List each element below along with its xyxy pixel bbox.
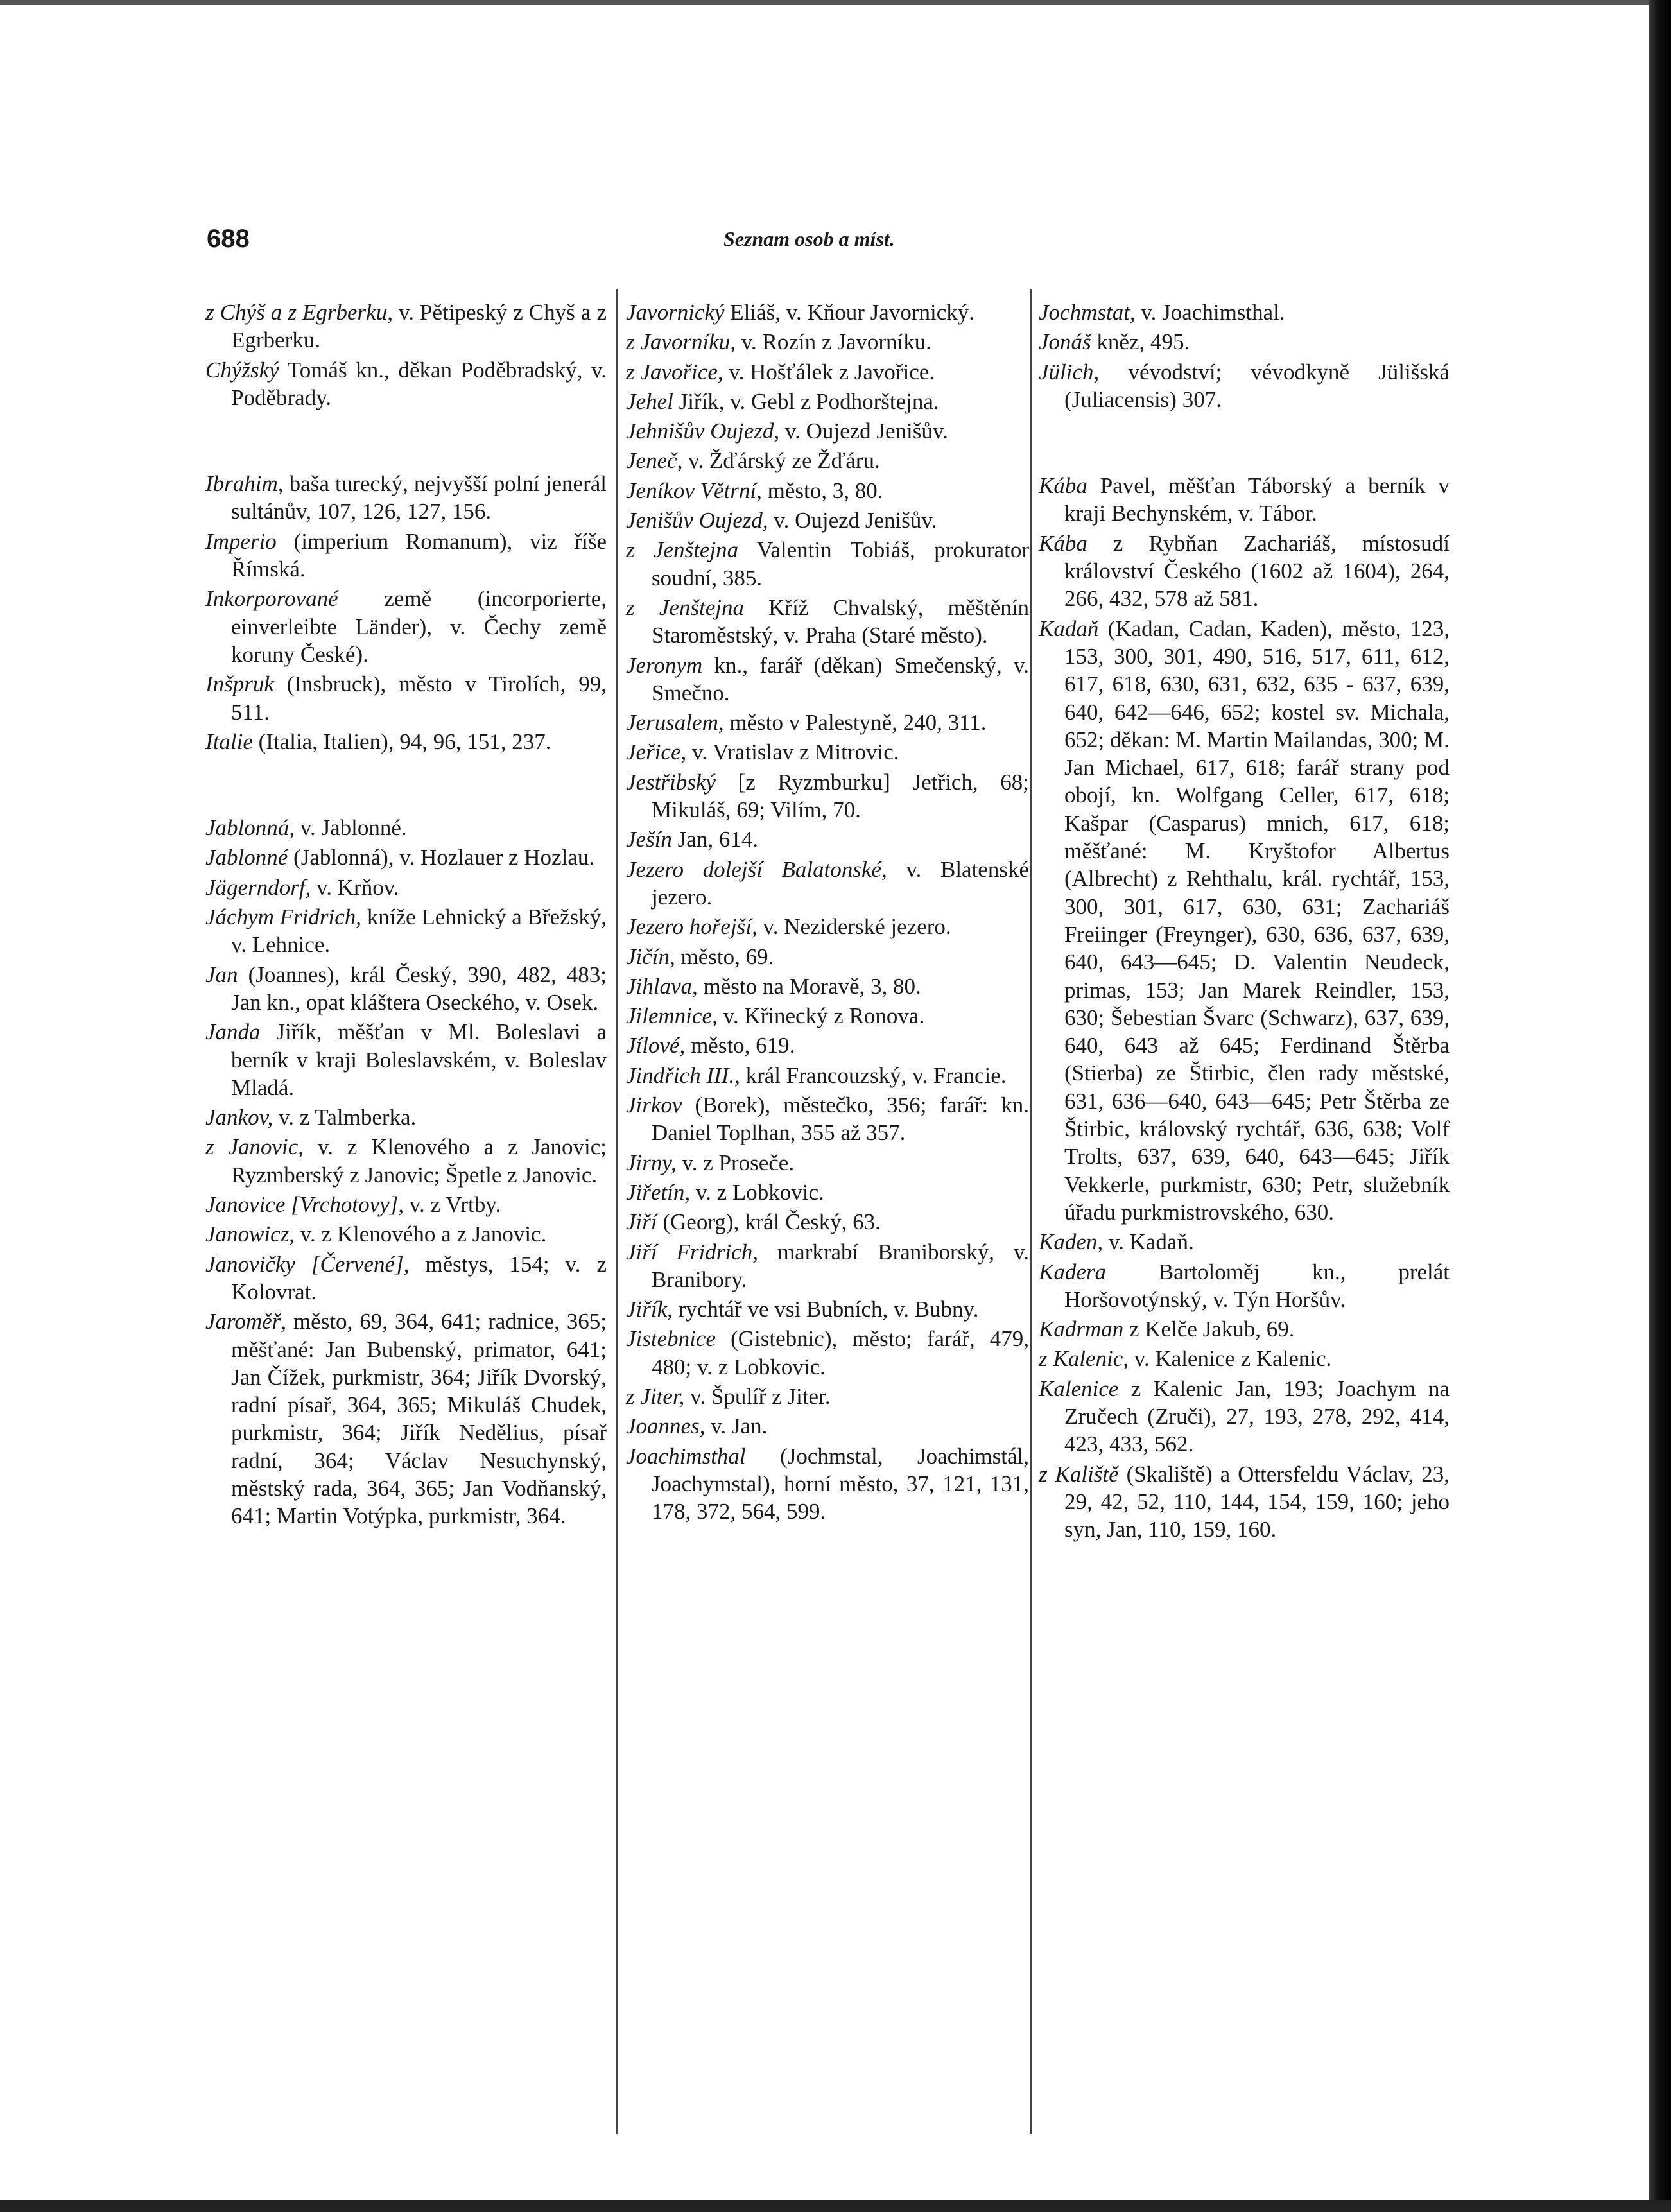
entry-term: Jonáš [1039,329,1091,355]
entry-text: v. Hošťálek z Javořice. [723,359,935,385]
index-entry [1039,615,1450,1227]
entry-term: Janovice [Vrchotovy], [205,1192,404,1218]
index-entry [626,768,1029,824]
entry-term: Jochmstat, [1039,300,1136,325]
index-entry [626,417,1029,445]
entry-text: v. Kalenice z Kalenic. [1128,1346,1332,1372]
entry-text: Pavel, měšťan Táborský a berník v kraji Bechynském, v. Tábor. [1064,473,1450,526]
entry-term: Jankov, [205,1105,273,1130]
index-entry [205,874,607,901]
page-header [207,225,1491,263]
index-entry [205,356,607,412]
entry-term: z Chýš a z Egrberku, [205,300,393,325]
entry-term: Jiřík, [626,1297,673,1322]
entry-term: Jehel [626,388,673,414]
index-entry [626,358,1029,386]
index-entry [205,728,607,756]
index-entry [626,1062,1029,1089]
index-entry [626,594,1029,650]
entry-term: Jülich, [1039,359,1100,385]
entry-text: Kříž Chvalský, měštěnín Staroměstský, v. Praha (Staré město). [652,594,1029,648]
running-title: Seznam osob a míst. [723,227,895,250]
entry-text: v. Pětipeský z Chyš a z Egrberku. [231,300,607,353]
entry-term: Kába [1039,473,1087,499]
entry-text: v. z Lobkovic. [690,1179,824,1205]
entry-term: Jehnišův Oujezd, [626,419,780,444]
entry-text: Jan, 614. [671,827,759,852]
entry-text: Tomáš kn., děkan Poděbradský, v. Poděbrady. [231,357,607,410]
index-entry [626,652,1029,707]
entry-text: město, 69, 364, 641; radnice, 365; měšťané: Jan Bubenský, primator, 641; Jan Čížek, purkmistr, 364; Jiřík Dvorský, radní písař, 364, 365; Mikuláš Chudek, purkmistr, 364; Jiřík Nedělius, písař radní, 364; Václav Nesuchynský, městský rada, 364, 365; Jan Vodňanský, 641; Martin Votýpka, purkmistr, 364. [231,1309,607,1529]
entry-term: z Javorníku, [626,329,736,355]
index-entry [1039,530,1450,613]
entry-text: v. Kadaň. [1103,1229,1194,1255]
index-entry [1039,328,1450,356]
entry-text: v. Krňov. [311,874,399,900]
entry-term: Inšpruk [205,671,274,697]
entry-term: Jezero hořejší, [626,914,758,940]
entry-text: král Francouzský, v. Francie. [740,1062,1007,1088]
entry-term: z Jenštejna [626,537,739,563]
index-entry [626,1091,1029,1147]
index-entry [1039,1228,1450,1256]
index-entry [205,814,607,842]
entry-term: Kalenice [1039,1376,1119,1401]
entry-term: Janda [205,1019,261,1045]
scan-edge-top [0,0,1671,5]
index-entry [205,298,607,354]
entry-text: z Rybňan Zachariáš, místosudí království Českého (1602 až 1604), 264, 266, 432, 578 až 581. [1064,530,1450,612]
index-entry [626,1208,1029,1236]
entry-text: (Kadan, Cadan, Kaden), město, 123, 153, 300, 301, 490, 516, 517, 611, 612, 617, 618, 630, 631, 632, 635 - 637, 639, 640, 642—646, 652; kostel sv. Michala, 652; děkan: M. Martin Mailandas, 300; M. Jan Michael, 617, 618; farář strany pod obojí, kn. Wolfgang Celler, 617, 618; Kašpar (Casparus) mnich, 617, 618; měšťané: M. Kryštofor Albertus (Albrecht) z Rehthalu, král. rychtář, 153, 300, 301, 617, 630, 631; Zachariáš Freiinger (Freynger), 630, 636, 637, 639, 640, 643—645; D. Valentin Neudeck, primas, 153; Jan Marek Reindler, 153, 630; Šebestian Švarc (Schwarz), 637, 639, 640, 643 až 645; Ferdinand Štěrba (Stierba) ze Štirbic, člen rady městské, 631, 636—640, 643—645; Petr Štěrba ze Štirbic, královský rychtář, 636, 638; Volf Trolts, 637, 639, 640, 643—645; Jiřík Vekkerle, purkmistr, 630; Petr, služebník úřadu purkmistrovského, 630. [1064,616,1450,1225]
index-entry [626,1412,1029,1440]
entry-term: Imperio [205,528,277,554]
index-entry [1039,298,1450,326]
entry-term: Jindřich III., [626,1062,740,1088]
index-entry [205,585,607,668]
index-entry [205,843,607,871]
entry-term: Jiřetín, [626,1179,691,1205]
entry-text: Valentin Tobiáš, prokurator soudní, 385. [652,537,1029,591]
entry-term: Italie [205,729,253,754]
index-entry [626,1149,1029,1177]
entry-term: z Kaliště [1039,1461,1119,1487]
scan-edge-bottom [0,2200,1671,2212]
entry-term: Jan [205,962,238,987]
index-entry [626,1032,1029,1059]
index-entry [626,328,1029,356]
entry-text: (Insbruck), město v Tirolích, 99, 511. [231,671,607,725]
entry-term: Ješín [626,827,672,852]
entry-text: v. Oujezd Jenišův. [768,508,937,533]
index-entry [1039,1315,1450,1343]
entry-term: z Javořice, [626,359,723,385]
index-entry [626,1295,1029,1323]
entry-text: v. Jablonné. [295,815,407,841]
entry-term: Kadrman [1039,1317,1124,1342]
entry-text: kníže Lehnický a Břežský, v. Lehnice. [231,904,607,958]
entry-term: Joachimsthal [626,1443,746,1469]
entry-term: z Janovic, [205,1134,304,1160]
entry-text: (Italia, Italien), 94, 96, 151, 237. [252,729,551,754]
index-entry [626,477,1029,505]
entry-term: Joannes, [626,1413,706,1439]
section-gap [1039,415,1450,472]
entry-term: Ibrahim, [205,471,284,497]
entry-text: Jiřík, měšťan v Ml. Boleslavi a berník v kraji Boleslavském, v. Boleslav Mladá. [231,1019,607,1100]
entry-text: (Georg), král Český, 63. [657,1209,881,1235]
index-entry [626,1238,1029,1294]
entry-term: Jeníkov Větrní, [626,478,762,503]
index-entry [1039,1258,1450,1314]
entry-text: v. Žďárský ze Žďáru. [682,448,880,474]
entry-text: v. Rozín z Javorníku. [736,329,931,355]
entry-term: Jägerndorf, [205,874,311,900]
entry-text: v. Blatenské jezero. [652,856,1029,910]
entry-text: baša turecký, nejvyšší polní jenerál sultánův, 107, 126, 127, 156. [231,471,607,524]
index-entry [205,670,607,726]
entry-term: Jirny, [626,1150,677,1175]
index-entry [626,1442,1029,1526]
entry-text: kněz, 495. [1091,329,1190,355]
index-entry [205,1103,607,1131]
index-entry [626,388,1029,415]
entry-text: město, 3, 80. [761,478,883,503]
index-column-2 [626,298,1029,1527]
section-gap [205,757,607,814]
index-entry [205,1191,607,1218]
entry-text: v. Křinecký z Ronova. [717,1003,925,1029]
entry-term: Jiří [626,1209,657,1235]
entry-text: země (incorporierte, einverleibte Länder), v. Čechy země koruny České). [231,586,607,667]
entry-term: Jihlava, [626,973,698,999]
entry-term: Jílové, [626,1033,686,1058]
entry-text: (Jochmstal, Joachimstál, Joachymstal), horní město, 37, 121, 131, 178, 372, 564, 599. [652,1443,1029,1525]
entry-text: markrabí Braniborský, v. Branibory. [652,1239,1029,1292]
entry-term: Chýžský [205,357,279,383]
index-entry [626,738,1029,766]
entry-term: Jeřice, [626,739,687,765]
entry-text: v. Špulíř z Jiter. [684,1383,831,1409]
entry-text: Bartoloměj kn., prelát Horšovotýnský, v. Týn Horšův. [1064,1259,1450,1312]
entry-text: město, 619. [685,1033,795,1058]
entry-text: v. z Proseče. [676,1150,795,1175]
entry-text: v. z Vrtby. [404,1192,501,1218]
index-entry [626,298,1029,326]
entry-term: Janovičky [Červené], [205,1251,410,1277]
entry-term: Inkorporované [205,586,338,612]
entry-text: v. z Klenového a z Janovic. [295,1222,547,1247]
entry-term: Jestřibský [626,769,716,795]
index-entry [626,856,1029,912]
index-entry [626,972,1029,1000]
index-entry [1039,1460,1450,1544]
entry-term: Kadera [1039,1259,1106,1284]
entry-term: Jaroměř, [205,1309,287,1335]
index-entry [626,1325,1029,1381]
entry-text: (imperium Romanum), viz říše Římská. [231,528,607,582]
entry-text: rychtář ve vsi Bubních, v. Bubny. [672,1297,979,1322]
entry-text: [z Ryzmburku] Jetřich, 68; Mikuláš, 69; Vilím, 70. [652,769,1029,823]
section-gap [205,413,607,470]
index-entry [626,913,1029,940]
entry-text: z Kalenic Jan, 193; Joachym na Zručech (Zruči), 27, 193, 278, 292, 414, 423, 433, 562. [1064,1376,1450,1457]
index-entry [205,961,607,1017]
page-number: 688 [207,225,250,253]
entry-text: Jiřík, v. Gebl z Podhorštejna. [673,388,939,414]
entry-text: v. Neziderské jezero. [757,914,951,940]
entry-term: Jablonné [205,845,288,870]
index-column-1 [205,298,607,1532]
index-entry [626,709,1029,736]
entry-text: (Skaliště) a Ottersfeldu Václav, 23, 29, 42, 52, 110, 144, 154, 159, 160; jeho syn, Jan, 110, 159, 160. [1064,1461,1450,1542]
entry-text: v. Vratislav z Mitrovic. [686,739,899,765]
entry-term: Jeronym [626,652,703,678]
index-entry [205,1220,607,1248]
entry-term: Janowicz, [205,1222,295,1247]
entry-text: město, 69. [675,944,774,969]
entry-text: z Kelče Jakub, 69. [1123,1317,1295,1342]
entry-term: Jáchym Fridrich, [205,904,361,930]
index-entry [1039,1345,1450,1372]
index-entry [205,1018,607,1102]
index-entry [205,470,607,526]
index-entry [626,536,1029,592]
entry-text: město na Moravě, 3, 80. [697,973,921,999]
entry-term: Jirkov [626,1093,682,1118]
entry-term: Jablonná, [205,815,295,841]
entry-term: Jistebnice [626,1326,716,1352]
column-divider [1030,289,1032,2134]
index-entry [626,506,1029,534]
index-entry [205,528,607,583]
entry-text: v. z Klenového a z Janovic; Ryzmberský z Janovic; Špetle z Janovic. [231,1134,607,1188]
entry-term: Javornický [626,300,725,325]
entry-text: kn., farář (děkan) Smečenský, v. Smečno. [652,652,1029,705]
entry-term: Kadaň [1039,616,1099,641]
entry-term: Jičín, [626,944,675,969]
entry-term: z Jiter, [626,1383,685,1409]
index-entry [1039,358,1450,414]
index-entry [626,825,1029,853]
scan-edge-right [1649,0,1671,2212]
index-entry [1039,1375,1450,1458]
entry-term: Jerusalem, [626,710,724,736]
entry-term: Jilemnice, [626,1003,718,1029]
entry-term: Kába [1039,530,1087,556]
entry-text: (Gistebnic), město; farář, 479, 480; v. z Lobkovic. [652,1326,1029,1379]
entry-text: (Jablonná), v. Hozlauer z Hozlau. [288,845,595,870]
entry-text: (Joannes), král Český, 390, 482, 483; Jan kn., opat kláštera Oseckého, v. Osek. [231,962,607,1015]
entry-term: z Jenštejna [626,594,744,620]
index-entry [205,1133,607,1189]
index-entry [1039,472,1450,528]
entry-term: Jiří Fridrich, [626,1239,758,1265]
index-entry [626,447,1029,474]
entry-text: v. Oujezd Jenišův. [779,419,948,444]
entry-term: Kaden, [1039,1229,1104,1255]
index-entry [626,943,1029,971]
entry-text: vévodství; vévodkyně Jülišská (Juliacensis) 307. [1064,359,1450,412]
entry-text: v. z Talmberka. [273,1105,417,1130]
entry-term: z Kalenic, [1039,1346,1129,1372]
entry-text: (Borek), městečko, 356; farář: kn. Daniel Toplhan, 355 až 357. [652,1093,1029,1146]
index-entry [626,1002,1029,1030]
entry-text: město v Palestyně, 240, 311. [723,710,987,736]
column-divider [616,289,618,2134]
index-entry [626,1383,1029,1410]
entry-text: Eliáš, v. Kňour Javornický. [724,300,974,325]
entry-term: Jezero dolejší Balatonské, [626,856,887,882]
index-entry [205,1308,607,1530]
entry-text: v. Jan. [705,1413,768,1439]
entry-text: městys, 154; v. z Kolovrat. [231,1251,607,1304]
index-entry [205,903,607,959]
entry-text: v. Joachimsthal. [1135,300,1285,325]
entry-term: Jenišův Oujezd, [626,508,768,533]
index-entry [205,1250,607,1306]
index-column-3 [1039,298,1450,1545]
entry-term: Jeneč, [626,448,683,474]
index-entry [626,1179,1029,1206]
